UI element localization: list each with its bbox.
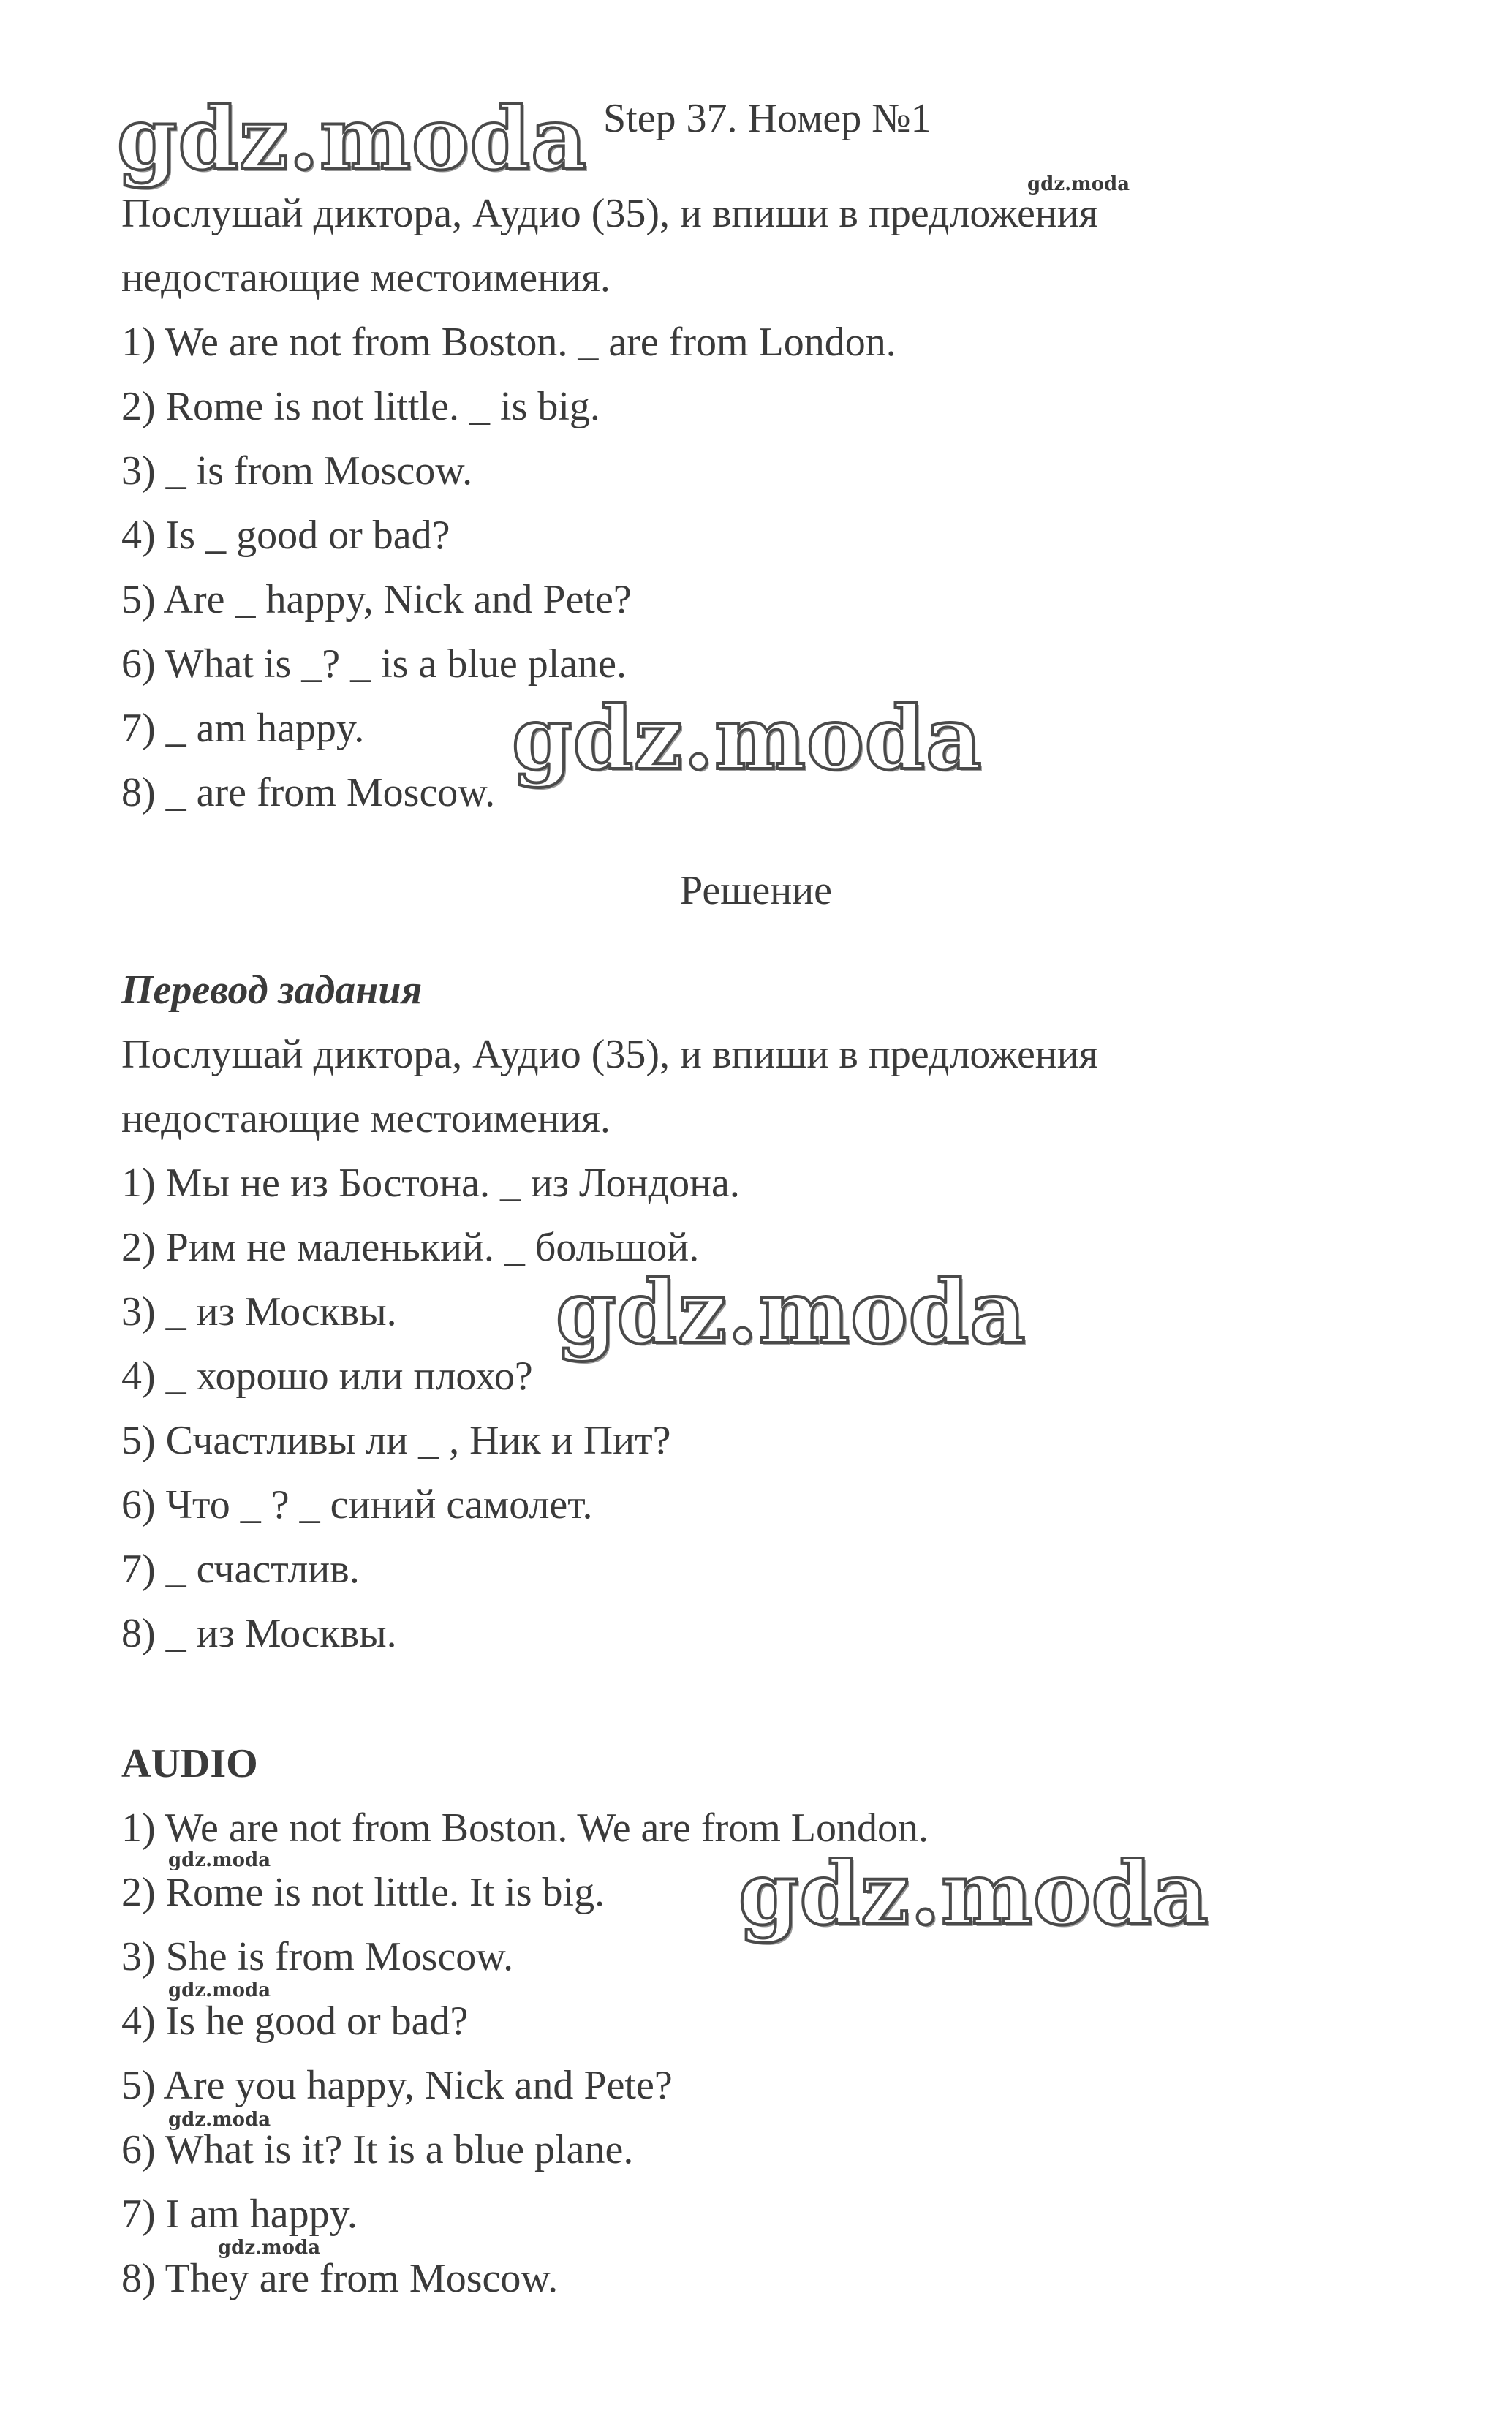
page-title: Step 37. Номер №1 (603, 96, 931, 141)
watermark-small-audio-6: gdz.moda (168, 2109, 271, 2131)
translation-heading: Перевод задания (121, 967, 423, 1013)
solution-heading: Решение (679, 868, 833, 913)
task-item: 1) We are not from Boston. _ are from London. (121, 320, 896, 365)
audio-item: 5) Are you happy, Nick and Pete? (121, 2063, 673, 2108)
watermark-small-top: gdz.moda (1027, 173, 1130, 195)
task-instruction-line-1: Послушай диктора, Аудио (35), и впиши в предложения (121, 191, 1098, 236)
translation-item: 7) _ счастлив. (121, 1547, 360, 1592)
audio-item: 4) Is he good or bad? (121, 1998, 469, 2044)
watermark-small-audio-1: gdz.moda (168, 1849, 271, 1871)
task-item: 2) Rome is not little. _ is big. (121, 384, 600, 429)
translation-item: 1) Мы не из Бостона. _ из Лондона. (121, 1160, 740, 1206)
watermark-small-audio-3: gdz.moda (168, 1979, 271, 2001)
task-instruction-line-2: недостающие местоимения. (121, 255, 611, 301)
audio-heading: AUDIO (121, 1741, 258, 1786)
audio-item: 1) We are not from Boston. We are from London. (121, 1805, 929, 1851)
task-item: 3) _ is from Moscow. (121, 448, 473, 494)
translation-item: 8) _ из Москвы. (121, 1611, 397, 1656)
audio-item: 7) I am happy. (121, 2191, 358, 2237)
translation-instruction-line-1: Послушай диктора, Аудио (35), и впиши в предложения (121, 1032, 1098, 1077)
watermark-logo-lower: gdz.moda (556, 1261, 1027, 1363)
watermark-logo-bottom: gdz.moda (738, 1843, 1209, 1944)
task-item: 5) Are _ happy, Nick and Pete? (121, 577, 632, 622)
translation-item: 4) _ хорошо или плохо? (121, 1353, 533, 1399)
translation-instruction-line-2: недостающие местоимения. (121, 1096, 611, 1141)
audio-item: 3) She is from Moscow. (121, 1934, 514, 1979)
task-item: 6) What is _? _ is a blue plane. (121, 641, 627, 687)
watermark-small-audio-8: gdz.moda (218, 2237, 321, 2259)
task-item: 4) Is _ good or bad? (121, 513, 450, 558)
translation-item: 2) Рим не маленький. _ большой. (121, 1225, 700, 1270)
watermark-logo-middle: gdz.moda (512, 687, 983, 789)
audio-item: 8) They are from Moscow. (121, 2256, 559, 2301)
audio-item: 2) Rome is not little. It is big. (121, 1870, 605, 1915)
task-item: 7) _ am happy. (121, 706, 365, 751)
translation-item: 6) Что _ ? _ синий самолет. (121, 1482, 593, 1528)
translation-item: 3) _ из Москвы. (121, 1289, 397, 1334)
watermark-logo-top: gdz.moda (117, 88, 588, 189)
task-item: 8) _ are from Moscow. (121, 770, 496, 815)
translation-item: 5) Счастливы ли _ , Ник и Пит? (121, 1418, 671, 1463)
audio-item: 6) What is it? It is a blue plane. (121, 2127, 634, 2172)
